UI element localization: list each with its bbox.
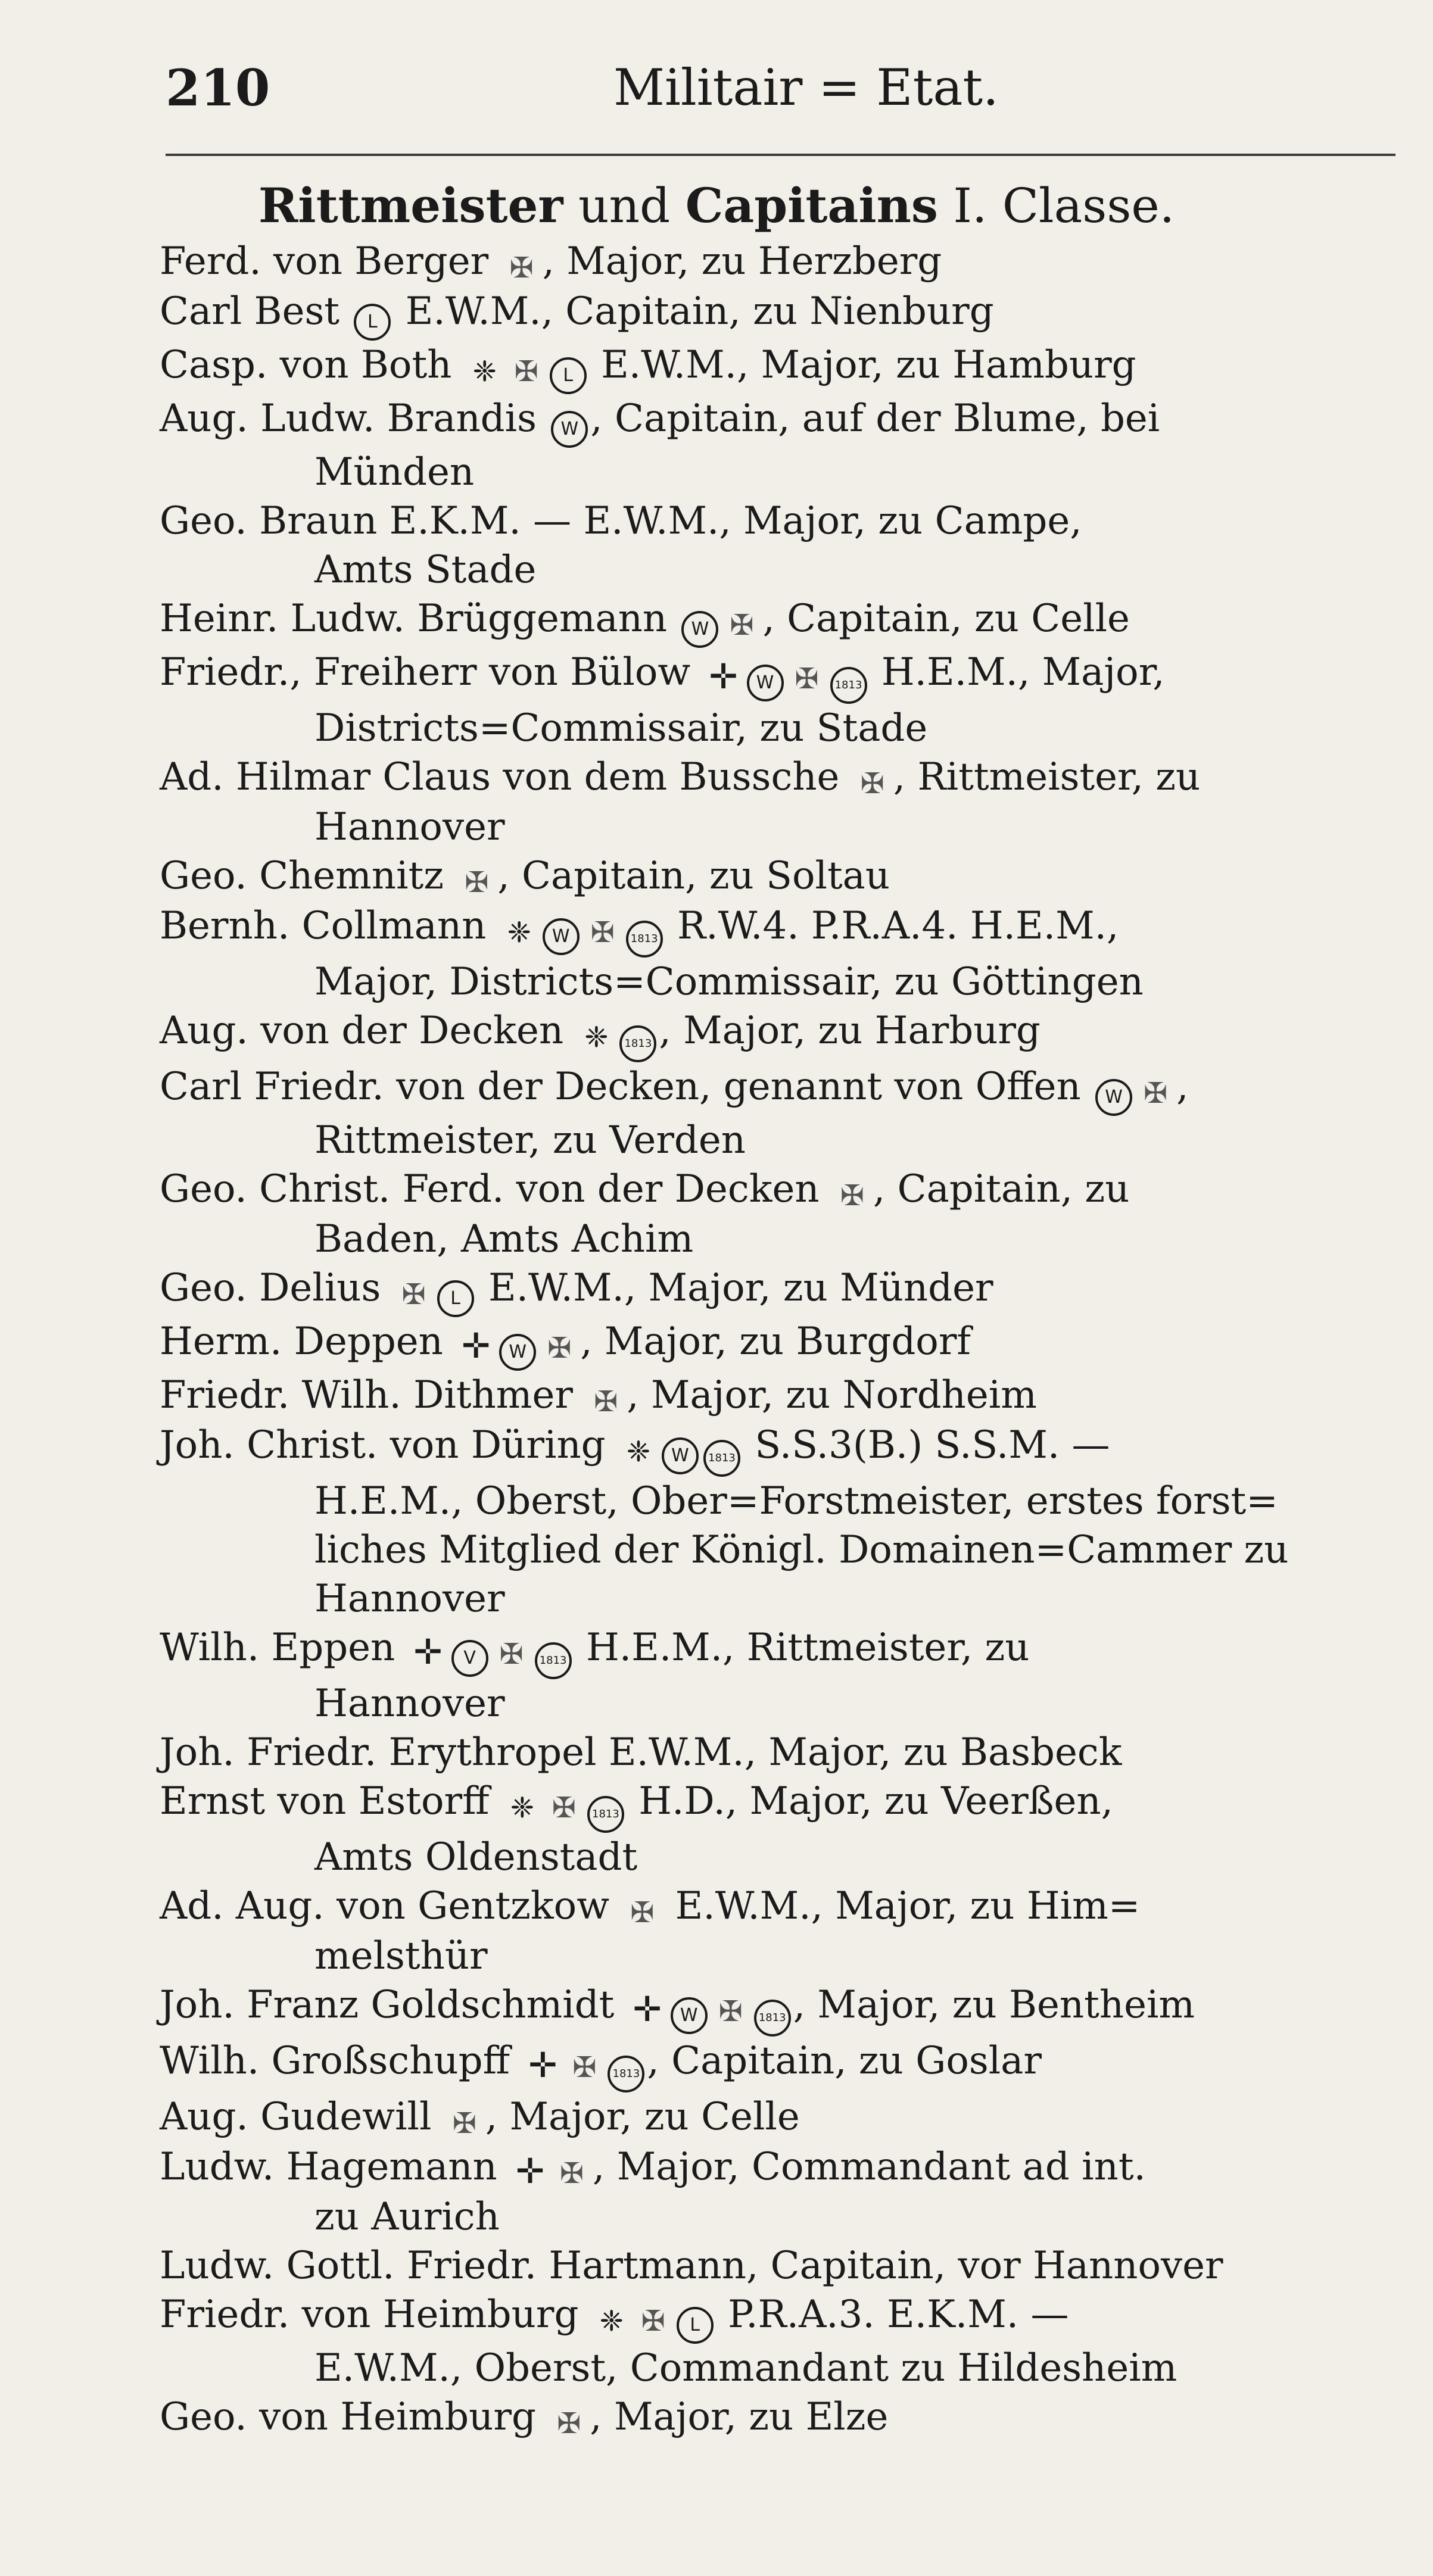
list-item <box>160 1165 1398 1264</box>
entry-continuation: Rittmeister, zu Verden <box>314 1118 746 1162</box>
medal-1813-icon: 1813 <box>587 1796 624 1833</box>
entry-continuation: Baden, Amts Achim <box>314 1217 694 1261</box>
entry-continuation: melsthür <box>314 1934 488 1978</box>
entry-text: Casp. von Both <box>160 343 464 387</box>
entry-text: Ferd. von Berger <box>160 239 501 283</box>
entry-text: Wilh. Großschupff <box>160 2039 522 2083</box>
entry-text: Joh. Friedr. Erythropel E.W.M., Major, zu Basbeck <box>160 1730 1122 1774</box>
entry-text: P.R.A.3. E.K.M. — <box>715 2293 1069 2337</box>
order-star-icon: ❈ <box>599 2304 624 2338</box>
section-title-part: und <box>563 178 686 233</box>
officer-list <box>160 237 1398 2443</box>
list-item <box>160 1264 1398 1317</box>
entry-text: , Capitain, zu Soltau <box>497 854 890 898</box>
entry-text: Joh. Franz Goldschmidt <box>160 1983 627 2027</box>
entry-text: Geo. Delius <box>160 1266 393 1310</box>
medal-v-icon: V <box>451 1640 488 1677</box>
list-item <box>160 902 1398 1006</box>
entry-text: , <box>1176 1065 1189 1109</box>
entry-text: Ad. Hilmar Claus von dem Bussche <box>160 755 852 799</box>
list-item <box>160 237 1398 287</box>
list-item <box>160 1728 1398 1777</box>
entry-text: , Capitain, zu <box>873 1167 1130 1211</box>
medal-cross-icon: ✠ <box>840 1179 865 1212</box>
entry-text: Aug. Ludw. Brandis <box>160 397 549 441</box>
medal-l-icon: L <box>550 357 587 394</box>
entry-continuation: zu Aurich <box>314 2195 500 2239</box>
medal-cross-icon: ✠ <box>572 2051 597 2084</box>
list-item <box>160 1062 1398 1165</box>
medal-cross-icon: ✠ <box>590 916 615 949</box>
list-item <box>160 1317 1398 1371</box>
entry-continuation: Districts=Commissair, zu Stade <box>314 706 928 750</box>
entry-text: Ludw. Hagemann <box>160 2145 509 2189</box>
list-item <box>160 1421 1398 1623</box>
iron-cross-icon: ✛ <box>709 656 738 697</box>
medal-w-icon: W <box>543 918 580 955</box>
entry-continuation: Amts Oldenstadt <box>314 1835 638 1879</box>
entry-text: E.W.M., Major, zu Münder <box>476 1266 993 1310</box>
entry-text: H.E.M., Rittmeister, zu <box>574 1626 1030 1670</box>
entry-continuation: Hannover <box>314 805 505 849</box>
running-title: Militair = Etat. <box>613 58 999 117</box>
medal-w-icon: W <box>671 1997 708 2034</box>
list-item <box>160 648 1398 753</box>
entry-text: E.W.M., Major, zu Him= <box>663 1884 1141 1928</box>
list-item <box>160 2142 1398 2241</box>
section-title-part: I. Classe. <box>937 178 1175 233</box>
entry-text: Friedr. Wilh. Dithmer <box>160 1373 585 1417</box>
entry-text: H.E.M., Major, <box>869 650 1165 694</box>
list-item <box>160 1623 1398 1728</box>
entry-text: , Major, zu Elze <box>590 2395 889 2439</box>
medal-cross-icon: ✠ <box>452 2107 476 2140</box>
list-item <box>160 1006 1398 1062</box>
entry-text: , Capitain, zu Celle <box>762 597 1130 641</box>
medal-cross-icon: ✠ <box>509 251 534 285</box>
iron-cross-icon: ✛ <box>528 2045 557 2085</box>
list-item <box>160 2241 1398 2290</box>
entry-text: , Capitain, auf der Blume, bei <box>590 397 1160 441</box>
medal-cross-icon: ✠ <box>730 609 754 642</box>
entry-text: Bernh. Collmann <box>160 904 499 948</box>
medal-cross-icon: ✠ <box>718 1995 743 2028</box>
list-item <box>160 287 1398 341</box>
entry-text: Herm. Deppen <box>160 1320 456 1364</box>
section-title <box>0 177 1433 233</box>
entry-continuation: Münden <box>314 450 475 494</box>
entry-text: , Major, zu Harburg <box>659 1009 1041 1053</box>
list-item <box>160 594 1398 648</box>
entry-continuation: H.E.M., Oberst, Ober=Forstmeister, erstes forst= <box>314 1479 1278 1523</box>
medal-cross-icon: ✠ <box>465 866 489 899</box>
entry-text: Geo. Christ. Ferd. von der Decken <box>160 1167 831 1211</box>
list-item <box>160 1777 1398 1882</box>
section-title-part: Rittmeister <box>258 177 563 233</box>
medal-cross-icon: ✠ <box>557 2407 581 2440</box>
order-star-icon: ❈ <box>507 916 531 949</box>
order-star-icon: ❈ <box>584 1021 609 1054</box>
entry-text: Heinr. Ludw. Brüggemann <box>160 597 680 641</box>
entry-continuation: liches Mitglied der Königl. Domainen=Cammer zu <box>314 1528 1289 1572</box>
entry-text: Friedr. von Heimburg <box>160 2293 591 2337</box>
order-star-icon: ❈ <box>472 355 497 388</box>
entry-text: Carl Best <box>160 289 352 333</box>
entry-text: Friedr., Freiherr von Bülow <box>160 650 703 694</box>
medal-1813-icon: 1813 <box>754 2000 791 2037</box>
medal-cross-icon: ✠ <box>1143 1077 1168 1110</box>
list-item <box>160 753 1398 852</box>
medal-cross-icon: ✠ <box>795 662 819 696</box>
medal-1813-icon: 1813 <box>626 921 663 958</box>
medal-w-icon: W <box>499 1334 536 1371</box>
order-star-icon: ❈ <box>510 1791 535 1825</box>
list-item <box>160 1371 1398 1421</box>
entry-text: Geo. Braun E.K.M. — E.W.M., Major, zu Campe, <box>160 499 1082 543</box>
entry-continuation: Major, Districts=Commissair, zu Göttingen <box>314 960 1144 1004</box>
entry-text: Ernst von Estorff <box>160 1779 501 1823</box>
entry-text: , Major, zu Bentheim <box>793 1983 1195 2027</box>
list-item <box>160 2290 1398 2393</box>
entry-text: , Major, zu Nordheim <box>627 1373 1037 1417</box>
medal-cross-icon: ✠ <box>499 1638 524 1671</box>
iron-cross-icon: ✛ <box>633 1989 662 2029</box>
entry-text: E.W.M., Capitain, zu Nienburg <box>393 289 994 333</box>
entry-text: Ad. Aug. von Gentzkow <box>160 1884 622 1928</box>
entry-text: , Rittmeister, zu <box>893 755 1201 799</box>
list-item <box>160 1981 1398 2037</box>
entry-text: Aug. Gudewill <box>160 2095 444 2139</box>
medal-cross-icon: ✠ <box>641 2304 665 2338</box>
entry-text: , Major, zu Burgdorf <box>580 1320 971 1364</box>
entry-text: Carl Friedr. von der Decken, genannt von Offen <box>160 1065 1094 1109</box>
entry-text: R.W.4. P.R.A.4. H.E.M., <box>665 904 1119 948</box>
page-number: 210 <box>166 58 270 117</box>
iron-cross-icon: ✛ <box>515 2151 545 2191</box>
medal-cross-icon: ✠ <box>559 2157 584 2190</box>
list-item <box>160 2037 1398 2092</box>
medal-cross-icon: ✠ <box>552 1791 577 1825</box>
entry-text: , Major, Commandant ad int. <box>593 2145 1146 2189</box>
medal-w-icon: W <box>551 411 588 448</box>
entry-text: , Major, zu Celle <box>485 2095 800 2139</box>
medal-cross-icon: ✠ <box>594 1385 618 1418</box>
list-item <box>160 394 1398 497</box>
medal-1813-icon: 1813 <box>830 667 867 704</box>
entry-text: H.D., Major, zu Veerßen, <box>626 1779 1113 1823</box>
list-item <box>160 852 1398 902</box>
entry-text: S.S.3(B.) S.S.M. — <box>742 1423 1110 1467</box>
medal-cross-icon: ✠ <box>401 1278 426 1311</box>
medal-l-icon: L <box>354 304 391 341</box>
medal-1813-icon: 1813 <box>535 1642 572 1679</box>
entry-text: , Capitain, zu Goslar <box>647 2039 1042 2083</box>
medal-l-icon: L <box>677 2307 714 2344</box>
medal-cross-icon: ✠ <box>860 767 884 800</box>
list-item <box>160 2393 1398 2443</box>
entry-continuation: Hannover <box>314 1577 505 1621</box>
entry-text: Wilh. Eppen <box>160 1626 407 1670</box>
entry-text: Joh. Christ. von Düring <box>160 1423 618 1467</box>
medal-1813-icon: 1813 <box>619 1025 656 1062</box>
entry-text: , Major, zu Herzberg <box>542 239 942 283</box>
medal-l-icon: L <box>437 1280 474 1317</box>
header-rule <box>166 154 1395 156</box>
section-title-part: Capitains <box>685 177 938 233</box>
entry-continuation: Amts Stade <box>314 548 537 592</box>
medal-cross-icon: ✠ <box>547 1331 572 1365</box>
entry-text: Geo. Chemnitz <box>160 854 456 898</box>
entry-text: Geo. von Heimburg <box>160 2395 549 2439</box>
order-star-icon: ❈ <box>626 1435 651 1468</box>
medal-w-icon: W <box>1095 1079 1132 1116</box>
entry-text: Ludw. Gottl. Friedr. Hartmann, Capitain, vor Hannover <box>160 2244 1223 2288</box>
list-item <box>160 2092 1398 2142</box>
list-item <box>160 497 1398 594</box>
entry-text: E.W.M., Major, zu Hamburg <box>588 343 1136 387</box>
medal-1813-icon: 1813 <box>703 1440 740 1477</box>
entry-continuation: E.W.M., Oberst, Commandant zu Hildesheim <box>314 2346 1177 2390</box>
medal-cross-icon: ✠ <box>514 355 538 388</box>
medal-w-icon: W <box>662 1437 699 1474</box>
entry-continuation: Hannover <box>314 1682 505 1726</box>
list-item <box>160 341 1398 394</box>
iron-cross-icon: ✛ <box>413 1632 443 1672</box>
list-item <box>160 1882 1398 1981</box>
iron-cross-icon: ✛ <box>461 1326 491 1366</box>
medal-w-icon: W <box>747 665 784 701</box>
entry-text: Aug. von der Decken <box>160 1009 576 1053</box>
medal-1813-icon: 1813 <box>608 2056 644 2092</box>
medal-cross-icon: ✠ <box>630 1896 655 1929</box>
medal-w-icon: W <box>681 611 718 648</box>
